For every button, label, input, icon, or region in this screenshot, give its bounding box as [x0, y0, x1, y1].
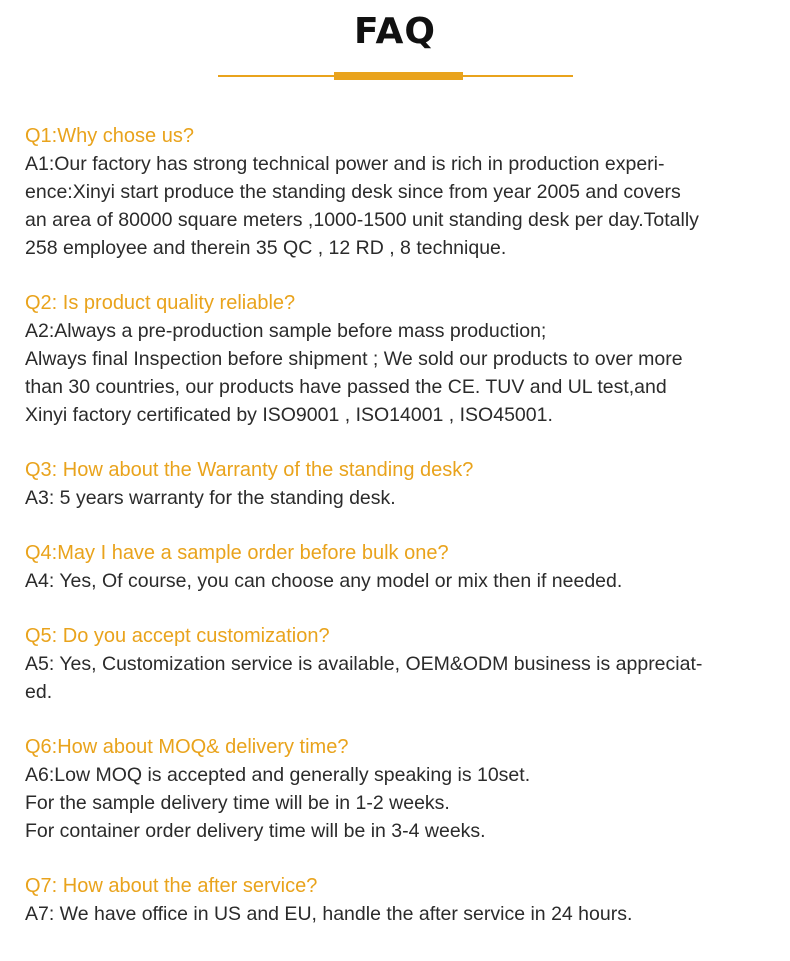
- faq-question-1: Q1:Why chose us?: [25, 125, 194, 147]
- faq-answer-line: ence:Xinyi start produce the standing desk since from year 2005 and covers: [25, 181, 681, 203]
- faq-answer-line: A7: We have office in US and EU, handle the after service in 24 hours.: [25, 903, 633, 925]
- faq-answer-1: [25, 150, 770, 262]
- faq-answer-line: For container order delivery time will be in 3-4 weeks.: [25, 820, 486, 842]
- faq-item-7: [25, 872, 770, 928]
- faq-answer-line: A2:Always a pre-production sample before mass production;: [25, 320, 547, 342]
- faq-answer-line: A1:Our factory has strong technical power and is rich in production experi-: [25, 153, 665, 175]
- faq-answer-line: Xinyi factory certificated by ISO9001 , ISO14001 , ISO45001.: [25, 404, 553, 426]
- faq-answer-line: A3: 5 years warranty for the standing desk.: [25, 487, 396, 509]
- faq-answer-line: than 30 countries, our products have passed the CE. TUV and UL test,and: [25, 376, 667, 398]
- faq-list: [25, 122, 770, 928]
- faq-question-3: Q3: How about the Warranty of the standing desk?: [25, 459, 474, 481]
- faq-answer-line: A4: Yes, Of course, you can choose any model or mix then if needed.: [25, 570, 623, 592]
- faq-answer-5: [25, 650, 770, 706]
- faq-question-2: Q2: Is product quality reliable?: [25, 292, 296, 314]
- faq-question-7: Q7: How about the after service?: [25, 875, 318, 897]
- faq-answer-line: 258 employee and therein 35 QC , 12 RD , 8 technique.: [25, 237, 507, 259]
- faq-item-6: [25, 733, 770, 845]
- title-divider-accent: [334, 72, 463, 80]
- faq-answer-7: [25, 900, 770, 928]
- faq-question-5: Q5: Do you accept customization?: [25, 625, 330, 647]
- faq-answer-line: A5: Yes, Customization service is available, OEM&ODM business is appreciat-: [25, 653, 703, 675]
- faq-item-3: [25, 456, 770, 512]
- faq-answer-line: ed.: [25, 681, 53, 703]
- faq-answer-2: [25, 317, 770, 429]
- faq-answer-3: [25, 484, 770, 512]
- faq-answer-line: For the sample delivery time will be in 1-2 weeks.: [25, 792, 450, 814]
- faq-item-4: [25, 539, 770, 595]
- page-title: FAQ: [354, 11, 436, 52]
- faq-item-1: [25, 122, 770, 262]
- faq-question-4: Q4:May I have a sample order before bulk one?: [25, 542, 449, 564]
- faq-answer-line: an area of 80000 square meters ,1000-1500 unit standing desk per day.Totally: [25, 209, 699, 231]
- faq-item-5: [25, 622, 770, 706]
- faq-answer-line: A6:Low MOQ is accepted and generally speaking is 10set.: [25, 764, 531, 786]
- faq-question-6: Q6:How about MOQ& delivery time?: [25, 736, 349, 758]
- faq-item-2: [25, 289, 770, 429]
- faq-answer-4: [25, 567, 770, 595]
- faq-answer-6: [25, 761, 770, 845]
- faq-answer-line: Always final Inspection before shipment ; We sold our products to over more: [25, 348, 683, 370]
